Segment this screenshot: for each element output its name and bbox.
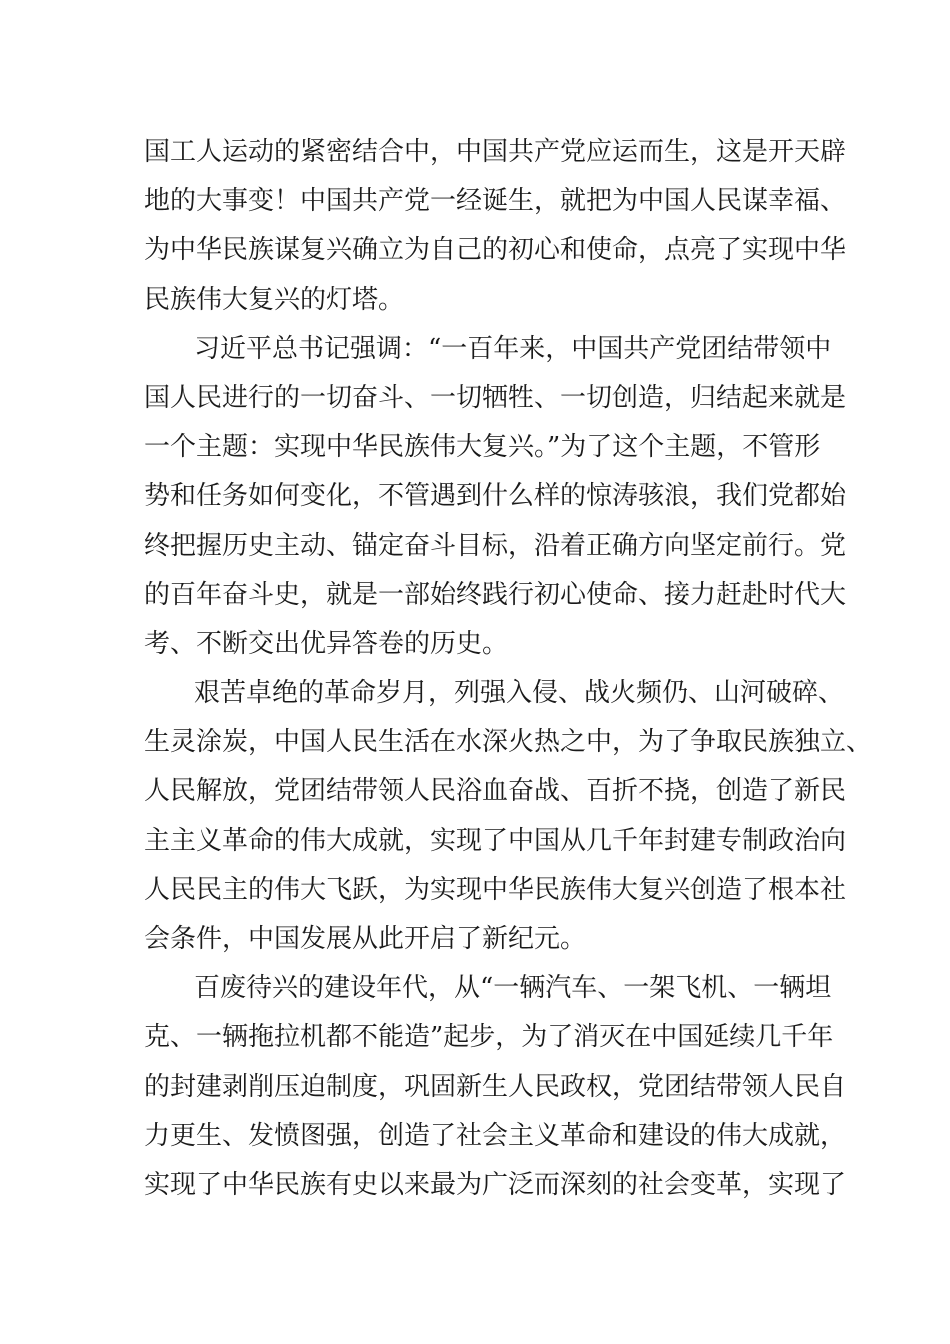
text-line: 国工人运动的紧密结合中，中国共产党应运而生，这是开天辟	[144, 137, 847, 167]
text-line: 力更生、发愤图强，创造了社会主义革命和建设的伟大成就，	[144, 1120, 847, 1151]
paragraph-1	[144, 128, 847, 325]
text-line: 生灵涂炭，中国人民生活在水深火热之中，为了争取民族独立、	[144, 727, 873, 758]
text-line: 会条件，中国发展从此开启了新纪元。	[144, 924, 587, 954]
text-line: 百废待兴的建设年代，从“一辆汽车、一架飞机、一辆坦	[194, 973, 832, 1004]
text-line: 为中华民族谋复兴确立为自己的初心和使命，点亮了实现中华	[144, 235, 847, 266]
text-line: 艰苦卓绝的革命岁月，列强入侵、战火频仍、山河破碎、	[194, 678, 845, 709]
text-line: 实现了中华民族有史以来最为广泛而深刻的社会变革，实现了	[144, 1169, 847, 1200]
text-line: 民族伟大复兴的灯塔。	[144, 284, 405, 315]
document-body	[144, 128, 873, 1210]
text-line: 的百年奋斗史，就是一部始终践行初心使命、接力赶赴时代大	[144, 579, 847, 610]
text-line: 主主义革命的伟大成就，实现了中国从几千年封建专制政治向	[144, 825, 847, 856]
text-line: 的封建剥削压迫制度，巩固新生人民政权，党团结带领人民自	[144, 1071, 847, 1102]
text-line: 地的大事变！中国共产党一经诞生，就把为中国人民谋幸福、	[144, 186, 847, 217]
text-line: 终把握历史主动、锚定奋斗目标，沿着正确方向坚定前行。党	[144, 530, 847, 561]
paragraph-3	[144, 669, 873, 964]
text-line: 国人民进行的一切奋斗、一切牺牲、一切创造，归结起来就是	[144, 382, 847, 413]
text-line: 习近平总书记强调：“一百年来，中国共产党团结带领中	[194, 333, 832, 364]
text-line: 人民解放，党团结带领人民浴血奋战、百折不挠，创造了新民	[144, 776, 847, 807]
text-line: 考、不断交出优异答卷的历史。	[144, 628, 509, 659]
text-line: 势和任务如何变化，不管遇到什么样的惊涛骇浪，我们党都始	[144, 481, 847, 512]
text-line: 克、一辆拖拉机都不能造”起步，为了消灭在中国延续几千年	[144, 1022, 834, 1053]
paragraph-2	[144, 325, 847, 669]
text-line: 人民民主的伟大飞跃，为实现中华民族伟大复兴创造了根本社	[144, 874, 847, 905]
text-line: 一个主题：实现中华民族伟大复兴。”为了这个主题，不管形	[144, 432, 821, 463]
paragraph-4	[144, 964, 847, 1210]
